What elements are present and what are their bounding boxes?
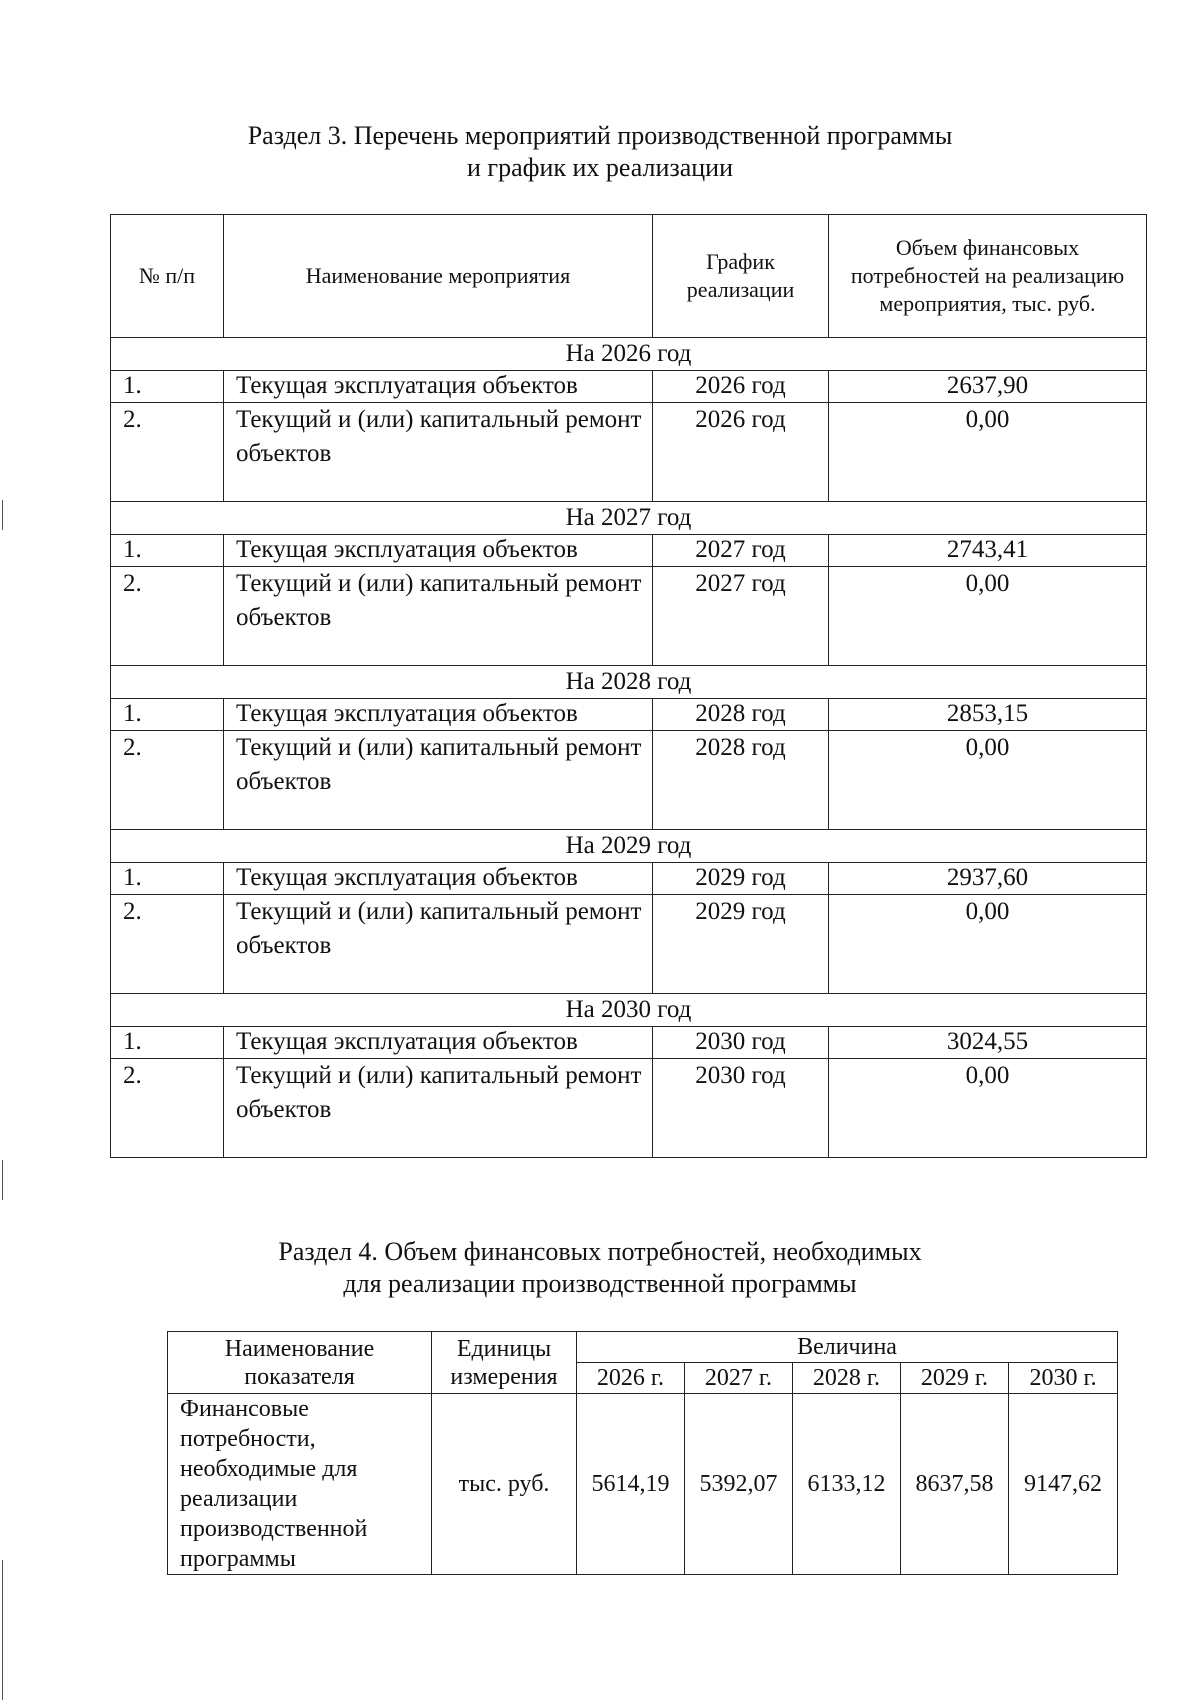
num-cell: 2. bbox=[111, 895, 224, 994]
section3-title-line2: и график их реализации bbox=[467, 153, 733, 182]
table-row bbox=[111, 895, 1147, 994]
sched-cell: 2028 год bbox=[653, 731, 829, 830]
name-cell: Текущая эксплуатация объектов bbox=[224, 863, 653, 895]
section4-title bbox=[0, 1236, 1200, 1300]
table-row bbox=[111, 371, 1147, 403]
unit-cell: тыс. руб. bbox=[432, 1394, 577, 1575]
header-year: 2027 г. bbox=[685, 1363, 793, 1394]
section4-title-line1: Раздел 4. Объем финансовых потребностей, необходимых bbox=[278, 1237, 922, 1266]
year-label: На 2026 год bbox=[111, 338, 1147, 371]
section3-title bbox=[0, 120, 1200, 184]
name-cell: Текущий и (или) капитальный ремонт объектов bbox=[224, 731, 653, 830]
amt-cell: 2743,41 bbox=[829, 535, 1147, 567]
table-row bbox=[111, 863, 1147, 895]
section4-title-line2: для реализации производственной программы bbox=[343, 1269, 857, 1298]
name-cell: Текущая эксплуатация объектов bbox=[224, 699, 653, 731]
year-group-row bbox=[111, 830, 1147, 863]
amt-cell: 2937,60 bbox=[829, 863, 1147, 895]
sched-cell: 2029 год bbox=[653, 895, 829, 994]
amt-cell: 2853,15 bbox=[829, 699, 1147, 731]
sched-cell: 2028 год bbox=[653, 699, 829, 731]
name-cell: Текущая эксплуатация объектов bbox=[224, 371, 653, 403]
amt-cell: 3024,55 bbox=[829, 1027, 1147, 1059]
table-row bbox=[168, 1394, 1118, 1575]
indicator-cell: Финансовые потребности, необходимые для реализации производственной программы bbox=[168, 1394, 432, 1575]
year-label: На 2027 год bbox=[111, 502, 1147, 535]
table-row bbox=[111, 535, 1147, 567]
num-cell: 1. bbox=[111, 699, 224, 731]
table-row bbox=[111, 699, 1147, 731]
amt-cell: 2637,90 bbox=[829, 371, 1147, 403]
name-cell: Текущий и (или) капитальный ремонт объектов bbox=[224, 567, 653, 666]
sched-cell: 2027 год bbox=[653, 567, 829, 666]
header-amount: Объем финансовых потребностей на реализацию мероприятия, тыс. руб. bbox=[829, 215, 1147, 338]
num-cell: 2. bbox=[111, 731, 224, 830]
section3-table bbox=[110, 214, 1147, 1158]
scan-edge-mark bbox=[2, 1160, 3, 1200]
num-cell: 1. bbox=[111, 535, 224, 567]
num-cell: 1. bbox=[111, 1027, 224, 1059]
amt-cell: 0,00 bbox=[829, 403, 1147, 502]
name-cell: Текущая эксплуатация объектов bbox=[224, 535, 653, 567]
section4-table bbox=[167, 1331, 1118, 1575]
year-group-row bbox=[111, 338, 1147, 371]
num-cell: 2. bbox=[111, 403, 224, 502]
value-cell: 5392,07 bbox=[685, 1394, 793, 1575]
table-row bbox=[111, 1027, 1147, 1059]
value-cell: 9147,62 bbox=[1009, 1394, 1118, 1575]
table-row bbox=[111, 731, 1147, 830]
num-cell: 1. bbox=[111, 371, 224, 403]
name-cell: Текущий и (или) капитальный ремонт объектов bbox=[224, 1059, 653, 1158]
header-year: 2026 г. bbox=[577, 1363, 685, 1394]
year-label: На 2028 год bbox=[111, 666, 1147, 699]
year-group-row bbox=[111, 502, 1147, 535]
header-num: № п/п bbox=[111, 215, 224, 338]
num-cell: 1. bbox=[111, 863, 224, 895]
table-row bbox=[111, 403, 1147, 502]
sched-cell: 2029 год bbox=[653, 863, 829, 895]
sched-cell: 2026 год bbox=[653, 371, 829, 403]
table-header-row bbox=[111, 215, 1147, 338]
year-group-row bbox=[111, 994, 1147, 1027]
header-indicator: Наименование показателя bbox=[168, 1332, 432, 1394]
header-name: Наименование мероприятия bbox=[224, 215, 653, 338]
scan-edge-mark bbox=[2, 1560, 3, 1700]
amt-cell: 0,00 bbox=[829, 567, 1147, 666]
amt-cell: 0,00 bbox=[829, 895, 1147, 994]
year-label: На 2030 год bbox=[111, 994, 1147, 1027]
sched-cell: 2030 год bbox=[653, 1059, 829, 1158]
header-year: 2028 г. bbox=[793, 1363, 901, 1394]
table-row bbox=[111, 1059, 1147, 1158]
name-cell: Текущий и (или) капитальный ремонт объектов bbox=[224, 403, 653, 502]
header-year: 2029 г. bbox=[901, 1363, 1009, 1394]
table-row bbox=[111, 567, 1147, 666]
sched-cell: 2026 год bbox=[653, 403, 829, 502]
amt-cell: 0,00 bbox=[829, 731, 1147, 830]
sched-cell: 2027 год bbox=[653, 535, 829, 567]
year-group-row bbox=[111, 666, 1147, 699]
amt-cell: 0,00 bbox=[829, 1059, 1147, 1158]
sched-cell: 2030 год bbox=[653, 1027, 829, 1059]
header-schedule: График реализации bbox=[653, 215, 829, 338]
num-cell: 2. bbox=[111, 1059, 224, 1158]
value-cell: 8637,58 bbox=[901, 1394, 1009, 1575]
scan-edge-mark bbox=[2, 500, 3, 530]
header-year: 2030 г. bbox=[1009, 1363, 1118, 1394]
year-label: На 2029 год bbox=[111, 830, 1147, 863]
num-cell: 2. bbox=[111, 567, 224, 666]
name-cell: Текущий и (или) капитальный ремонт объектов bbox=[224, 895, 653, 994]
section3-title-line1: Раздел 3. Перечень мероприятий производственной программы bbox=[247, 121, 953, 150]
header-unit: Единицы измерения bbox=[432, 1332, 577, 1394]
name-cell: Текущая эксплуатация объектов bbox=[224, 1027, 653, 1059]
value-cell: 6133,12 bbox=[793, 1394, 901, 1575]
table-header-row bbox=[168, 1332, 1118, 1363]
header-value: Величина bbox=[577, 1332, 1118, 1363]
value-cell: 5614,19 bbox=[577, 1394, 685, 1575]
